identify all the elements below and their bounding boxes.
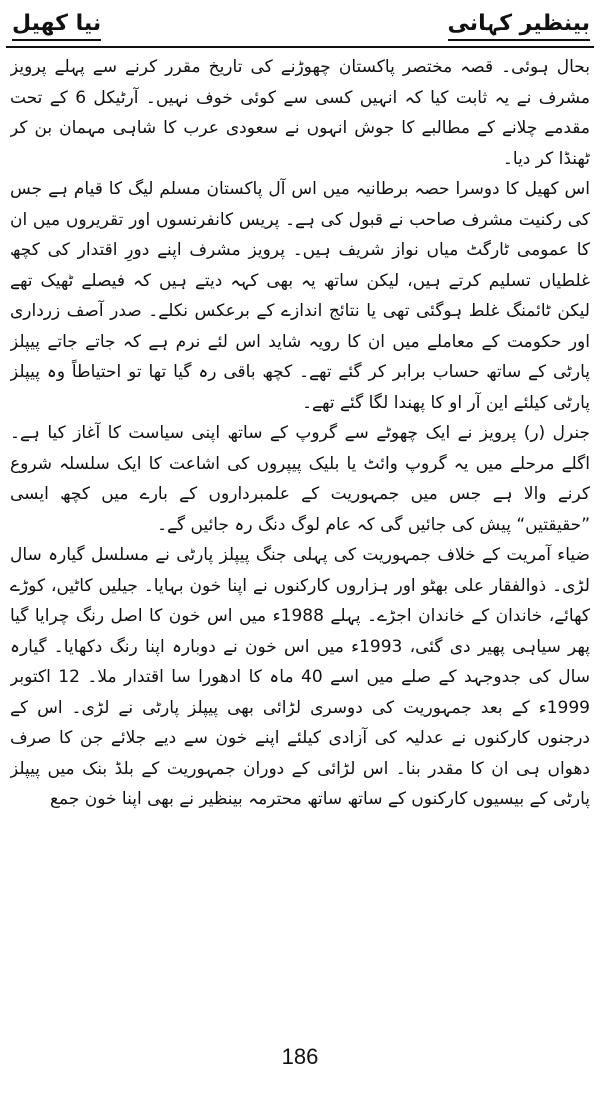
chapter-title: نیا کھیل bbox=[12, 10, 101, 41]
paragraph-2: اس کھیل کا دوسرا حصہ برطانیہ میں اس آل پاکستان مسلم لیگ کا قیام ہے جس کی رکنیت مشرف صاحب نے قبول کی ہے۔ پریس کانفرنسوں اور تقریروں میں ان کا عمومی ٹارگٹ میاں نواز شریف ہیں۔ پرویز مشرف اپنے دورِ اقتدار کی کچھ غلطیاں تسلیم کرتے ہیں، لیکن ساتھ یہ بھی کہہ دیتے ہیں کہ فیصلے ٹھیک تھے لیکن ٹائمنگ غلط ہوگئی تھی یا نتائج اندازے کے برعکس نکلے۔ صدر آصف زرداری اور حکومت کے معاملے میں ان کا رویہ شاید اس لئے نرم ہے کہ جاتے جاتے پیپلز پارٹی کے ساتھ حساب برابر کر گئے تھے۔ کچھ باقی رہ گیا تھا تو احتیاطاً وہ پیپلز پارٹی کیلئے این آر او کا پھندا لگا گئے تھے۔ bbox=[10, 179, 590, 413]
page-body bbox=[10, 52, 590, 1032]
page-header bbox=[12, 6, 590, 44]
paragraph-3: جنرل (ر) پرویز نے ایک چھوٹے سے گروپ کے ساتھ اپنی سیاست کا آغاز کیا ہے۔ اگلے مرحلے میں یہ گروپ وائٹ یا بلیک پیپروں کی اشاعت کا ایک سلسلہ شروع کرنے والا ہے جس میں جمہوریت کے علمبرداروں کے بارے میں کچھ ایسی ”حقیقتیں“ پیش کی جائیں گی کہ عام لوگ دنگ رہ جائیں گے۔ bbox=[10, 423, 590, 535]
header-divider bbox=[6, 46, 594, 48]
page-number: 186 bbox=[281, 1044, 319, 1069]
paragraph-1: بحال ہوئی۔ قصہ مختصر پاکستان چھوڑنے کی تاریخ مقرر کرنے سے پہلے پرویز مشرف نے یہ ثابت کیا کہ انہیں کسی سے کوئی خوف نہیں۔ آرٹیکل 6 کے تحت مقدمے چلانے کے مطالبے کا جوش انہوں نے سعودی عرب کا شاہی مہمان بن کر ٹھنڈا کر دیا۔ bbox=[10, 57, 590, 169]
paragraph-4: ضیاء آمریت کے خلاف جمہوریت کی پہلی جنگ پیپلز پارٹی نے مسلسل گیارہ سال لڑی۔ ذوالفقار علی بھٹو اور ہزاروں کارکنوں نے اپنا خون بہایا۔ جیلیں کاٹیں، کوڑے کھائے، خاندان کے خاندان اجڑے۔ پہلے 1988ء میں اس خون کا اصل رنگ چرایا گیا پھر سیاہی پھیر دی گئی، 1993ء میں اس خون نے دوبارہ اپنا رنگ دکھایا۔ گیارہ سال کی جدوجہد کے صلے میں اسے 40 ماہ کا ادھورا سا اقتدار ملا۔ 12 اکتوبر 1999ء کے بعد جمہوریت کی دوسری لڑائی بھی پیپلز پارٹی نے لڑی۔ اس کے درجنوں کارکنوں نے عدلیہ کی آزادی کیلئے اپنے خون سے دیے جلائے جن کا صرف دھواں ہی ان کا مقدر بنا۔ اس لڑائی کے دوران جمہوریت کے بلڈ بنک میں پیپلز پارٹی کے بیسیوں کارکنوں کے ساتھ ساتھ محترمہ بینظیر نے بھی اپنا خون جمع bbox=[10, 545, 590, 809]
book-title: بینظیر کہانی bbox=[448, 10, 590, 41]
